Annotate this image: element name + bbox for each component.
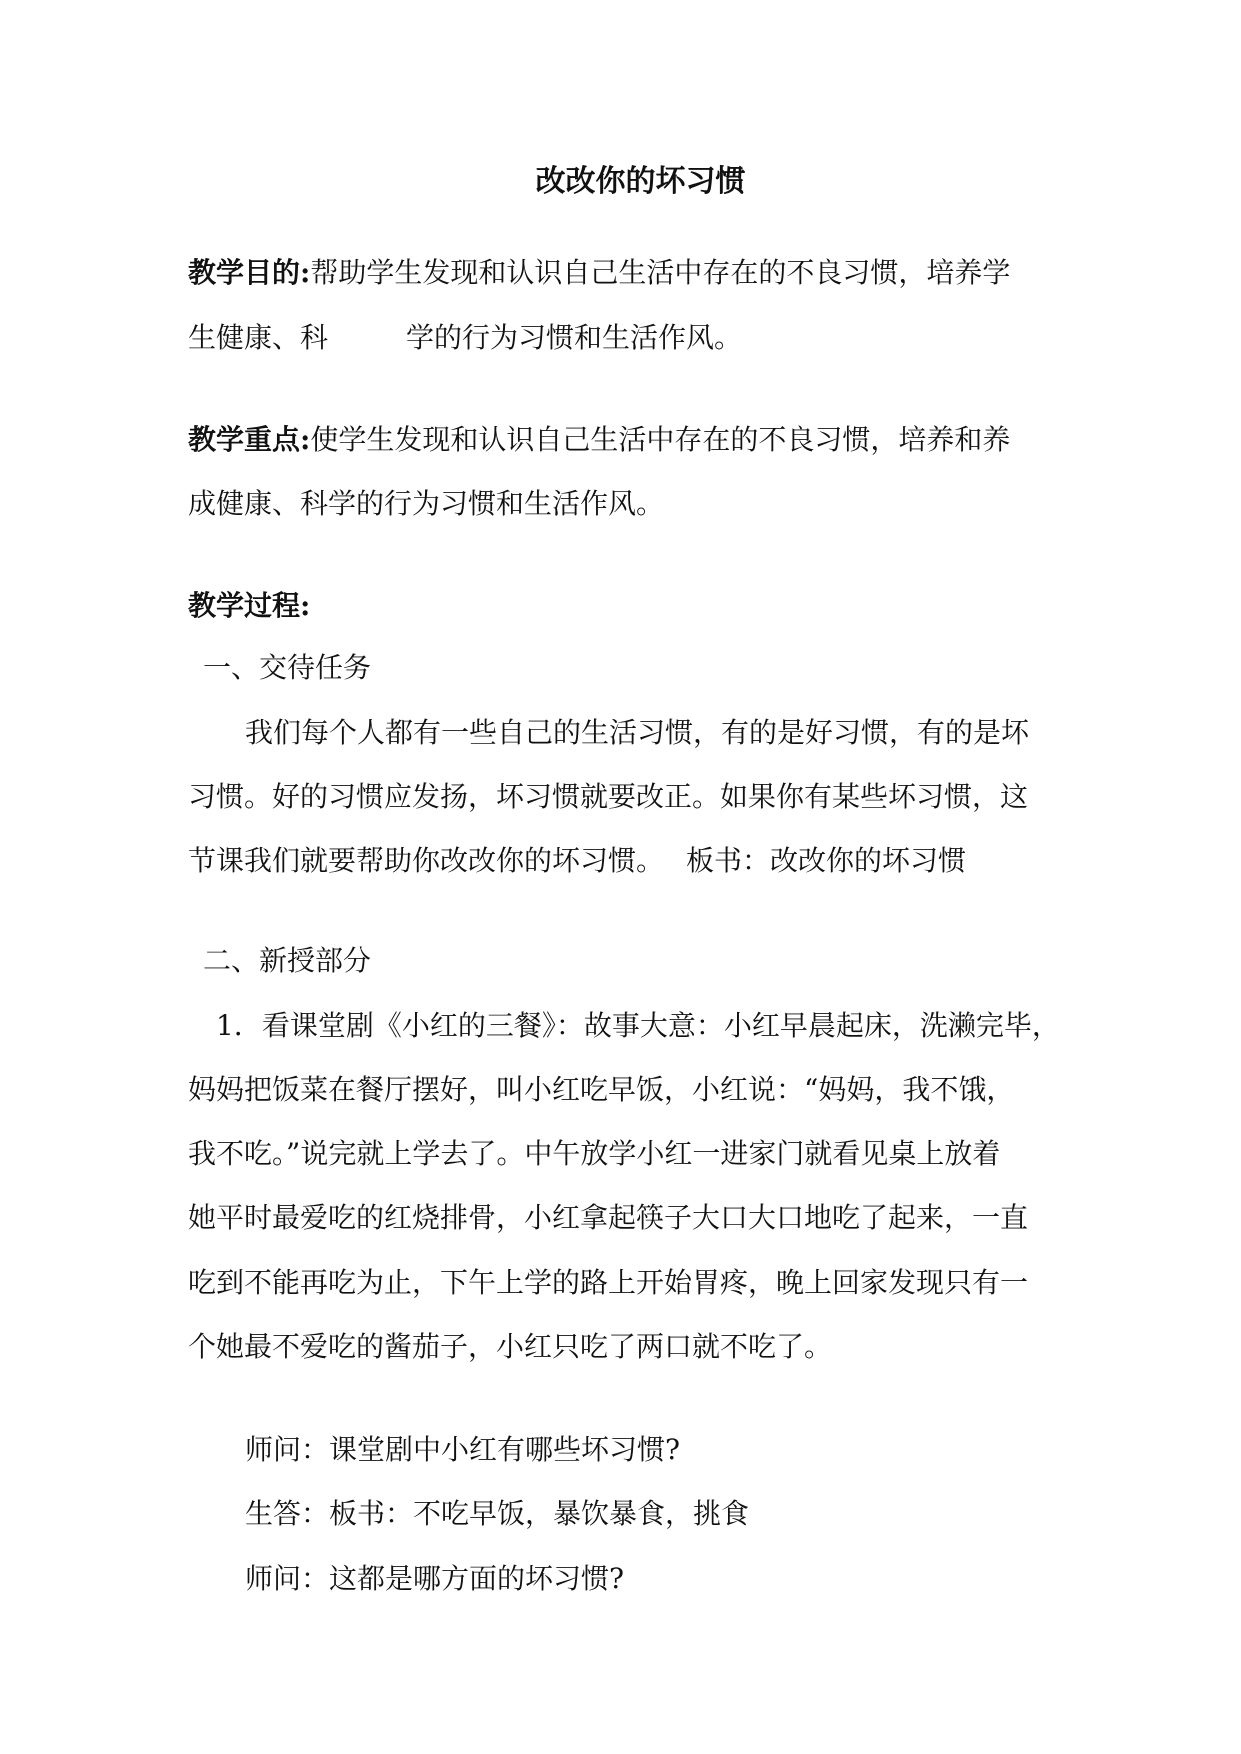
section2-line-1: 1．看课堂剧《小红的三餐》：故事大意：小红早晨起床，洗濑完毕， [216, 1009, 1060, 1042]
key-point-text-1: 使学生发现和认识自己生活中存在的不良习惯，培养和养 [310, 423, 1011, 456]
objective-line-2 [188, 320, 742, 356]
section1-text-3a: 节课我们就要帮助你改改你的坏习惯。 [188, 844, 665, 877]
key-point-text-2: 成健康、科学的行为习惯和生活作风。 [188, 487, 665, 520]
section2-line-4: 她平时最爱吃的红烧排骨，小红拿起筷子大口大口地吃了起来，一直 [188, 1201, 1029, 1234]
section1-line-2: 习惯。好的习惯应发扬，坏习惯就要改正。如果你有某些坏习惯，这 [188, 780, 1029, 813]
section2-line-2: 妈妈把饭菜在餐厅摆好，叫小红吃早饭，小红说：“妈妈，我不饿， [188, 1073, 1015, 1106]
section2-line-6: 个她最不爱吃的酱茄子，小红只吃了两口就不吃了。 [188, 1330, 833, 1363]
section1-line-1: 我们每个人都有一些自己的生活习惯，有的是好习惯，有的是坏 [245, 716, 1030, 749]
student-answer-1: 生答：板书：不吃早饭，暴饮暴食，挑食 [245, 1497, 750, 1530]
objective-text-1: 帮助学生发现和认识自己生活中存在的不良习惯，培养学 [310, 256, 1011, 289]
document-title: 改改你的坏习惯 [535, 164, 746, 199]
section2-line-5: 吃到不能再吃为止，下午上学的路上开始胃疼，晚上回家发现只有一 [188, 1266, 1029, 1299]
key-point-label: 教学重点: [188, 423, 311, 456]
objective-line-1 [188, 255, 1010, 291]
objective-text-2b: 学的行为习惯和生活作风。 [406, 321, 743, 354]
section2-heading: 二、新授部分 [203, 944, 372, 977]
process-label: 教学过程: [188, 589, 311, 622]
key-point-line-2 [188, 486, 664, 522]
section1-heading: 一、交待任务 [203, 651, 372, 684]
objective-label: 教学目的: [188, 256, 311, 289]
teacher-question-1: 师问：课堂剧中小红有哪些坏习惯? [245, 1433, 681, 1466]
key-point-line-1 [188, 422, 1010, 458]
objective-text-2a: 生健康、科 [188, 321, 329, 354]
section1-board-note: 板书：改改你的坏习惯 [686, 844, 967, 877]
section2-line-3: 我不吃。”说完就上学去了。中午放学小红一进家门就看见桌上放着 [188, 1137, 1001, 1170]
teacher-question-2: 师问：这都是哪方面的坏习惯? [245, 1562, 625, 1595]
section1-line-3 [188, 843, 966, 879]
